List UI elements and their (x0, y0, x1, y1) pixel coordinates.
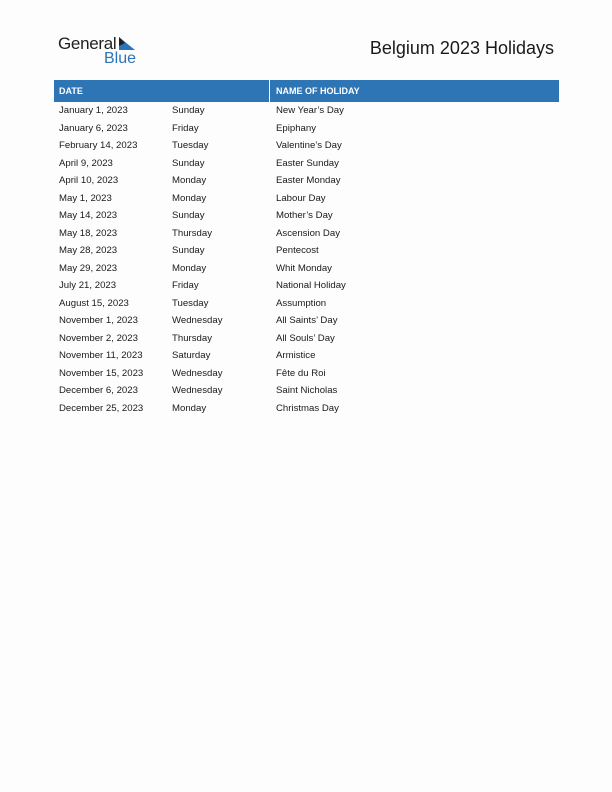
cell-holiday-name: All Saints’ Day (276, 315, 338, 327)
table-row (54, 155, 559, 173)
cell-date: April 10, 2023 (59, 175, 119, 187)
column-header-date: DATE (54, 80, 270, 102)
cell-date: May 14, 2023 (59, 210, 118, 222)
cell-holiday-name: Saint Nicholas (276, 385, 338, 397)
cell-day: Sunday (172, 105, 205, 117)
cell-date: May 18, 2023 (59, 227, 118, 239)
table-row (54, 190, 559, 208)
cell-day: Sunday (172, 210, 205, 222)
cell-day: Wednesday (172, 315, 223, 327)
holiday-table (54, 80, 559, 417)
cell-day: Tuesday (172, 297, 209, 309)
cell-holiday-name: Valentine’s Day (276, 140, 342, 152)
cell-holiday-name: Assumption (276, 297, 327, 309)
cell-holiday-name: Whit Monday (276, 262, 332, 274)
column-header-name: NAME OF HOLIDAY (276, 86, 360, 96)
table-row (54, 260, 559, 278)
cell-date: January 6, 2023 (59, 122, 128, 134)
cell-holiday-name: All Souls’ Day (276, 332, 335, 344)
table-header (54, 80, 559, 102)
table-row (54, 137, 559, 155)
cell-day: Monday (172, 402, 207, 414)
cell-holiday-name: Easter Sunday (276, 157, 339, 169)
cell-holiday-name: Epiphany (276, 122, 317, 134)
cell-day: Thursday (172, 332, 212, 344)
cell-holiday-name: Ascension Day (276, 227, 340, 239)
table-row (54, 382, 559, 400)
cell-day: Friday (172, 280, 199, 292)
table-row (54, 102, 559, 120)
cell-day: Tuesday (172, 140, 209, 152)
cell-holiday-name: Labour Day (276, 192, 326, 204)
cell-date: November 2, 2023 (59, 332, 138, 344)
cell-day: Thursday (172, 227, 212, 239)
cell-day: Sunday (172, 157, 205, 169)
generalblue-logo (58, 34, 148, 70)
table-row (54, 295, 559, 313)
logo-text-general: General (58, 34, 117, 53)
cell-date: August 15, 2023 (59, 297, 129, 309)
cell-holiday-name: Christmas Day (276, 402, 339, 414)
table-row (54, 277, 559, 295)
cell-day: Saturday (172, 350, 211, 362)
table-row (54, 172, 559, 190)
cell-date: February 14, 2023 (59, 140, 138, 152)
table-row (54, 207, 559, 225)
table-row (54, 365, 559, 383)
cell-holiday-name: Armistice (276, 350, 316, 362)
table-row (54, 120, 559, 138)
table-row (54, 347, 559, 365)
table-row (54, 225, 559, 243)
cell-holiday-name: Fête du Roi (276, 367, 326, 379)
cell-holiday-name: National Holiday (276, 280, 346, 292)
cell-date: December 6, 2023 (59, 385, 138, 397)
cell-day: Sunday (172, 245, 205, 257)
cell-date: January 1, 2023 (59, 105, 128, 117)
table-row (54, 242, 559, 260)
cell-date: May 1, 2023 (59, 192, 112, 204)
cell-date: May 28, 2023 (59, 245, 118, 257)
cell-holiday-name: New Year’s Day (276, 105, 344, 117)
table-row (54, 330, 559, 348)
table-row (54, 312, 559, 330)
cell-date: November 1, 2023 (59, 315, 138, 327)
cell-date: July 21, 2023 (59, 280, 117, 292)
cell-date: April 9, 2023 (59, 157, 113, 169)
cell-day: Monday (172, 175, 207, 187)
cell-date: May 29, 2023 (59, 262, 118, 274)
table-body (54, 102, 559, 417)
cell-holiday-name: Pentecost (276, 245, 319, 257)
cell-date: December 25, 2023 (59, 402, 144, 414)
cell-day: Monday (172, 262, 207, 274)
cell-day: Wednesday (172, 367, 223, 379)
cell-holiday-name: Easter Monday (276, 175, 341, 187)
cell-date: November 11, 2023 (59, 350, 143, 362)
logo-text-blue: Blue (104, 50, 137, 67)
page-title: Belgium 2023 Holidays (369, 38, 554, 58)
cell-date: November 15, 2023 (59, 367, 144, 379)
cell-day: Friday (172, 122, 199, 134)
table-row (54, 400, 559, 418)
cell-day: Monday (172, 192, 207, 204)
cell-holiday-name: Mother’s Day (276, 210, 333, 222)
cell-day: Wednesday (172, 385, 223, 397)
